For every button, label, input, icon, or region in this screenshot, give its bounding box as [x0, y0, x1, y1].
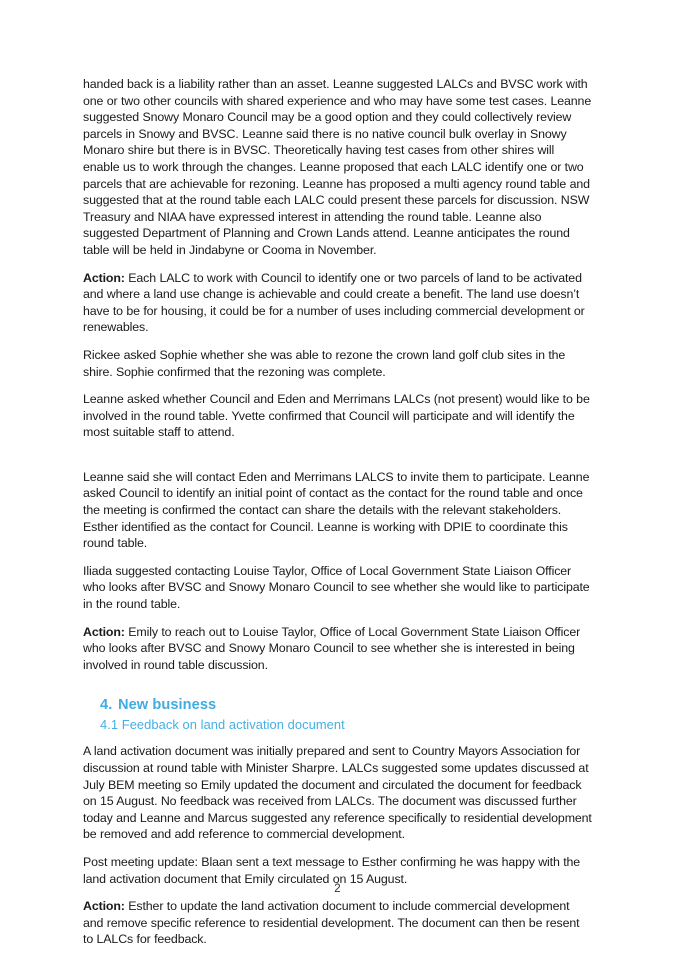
paragraph-action-esther-update: [83, 898, 592, 948]
paragraph-text: Iliada suggested contacting Louise Taylor, Office of Local Government State Liaison Officer who looks after BVSC and Snowy Monaro Council to see whether she would like to participate in the round table.: [83, 563, 590, 612]
section-heading-new-business: [83, 695, 592, 715]
action-label: Action:: [83, 624, 125, 639]
paragraph-rickee-sophie: [83, 347, 592, 380]
paragraph-land-activation-doc: [83, 743, 592, 843]
paragraph-continued-discussion: [83, 76, 592, 259]
paragraph-text: Each LALC to work with Council to identify one or two parcels of land to be activated and where a land use change is achievable and could create a benefit. The land use doesn’t have to be for housing, it could be for a number of uses including commercial development or renewables.: [83, 270, 585, 335]
paragraph-text: Leanne said she will contact Eden and Merrimans LALCS to invite them to participate. Leanne asked Council to identify an initial point of contact as the contact for the round table and once the meeting is confirmed the contact can share the details with the relevant stakeholders. Esther identified as the contact for Council. Leanne is working with DPIE to coordinate this round table.: [83, 469, 590, 551]
paragraph-text: Rickee asked Sophie whether she was able to rezone the crown land golf club sites in the shire. Sophie confirmed that the rezoning was complete.: [83, 347, 566, 379]
paragraph-leanne-eden-merrimans: [83, 391, 592, 441]
section-subheading-feedback: 4.1 Feedback on land activation document: [100, 717, 345, 733]
paragraph-text: Post meeting update: Blaan sent a text message to Esther confirming he was happy with the land activation document that Emily circulated on 15 August.: [83, 854, 581, 886]
paragraph-text: handed back is a liability rather than an asset. Leanne suggested LALCs and BVSC work with one or two other councils with shared experience and who may have some test cases. Leanne suggested Snowy Monaro Council may be a good option and they could collectively review parcels in Snowy and BVSC. Leanne said there is no native council bulk overlay in Snowy Monaro shire but there is in BVSC. Theoretically having test cases from other shires will enable us to work through the changes. Leanne proposed that each LALC identify one or two parcels that are achievable for rezoning. Leanne has proposed a multi agency round table and suggested that at the round table each LALC could present these parcels for discussion. NSW Treasury and NIAA have expressed interest in attending the round table. Leanne also suggested Department of Planning and Crown Lands attend. Leanne anticipates the round table will be held in Jindabyne or Cooma in November.: [83, 77, 592, 257]
page-number-footer: 2: [334, 883, 341, 895]
paragraph-action-each-lalc: [83, 270, 592, 336]
paragraph-text: Leanne asked whether Council and Eden and Merrimans LALCs (not present) would like to be involved in the round table. Yvette confirmed that Council will participate and will identify the most suitable staff to attend.: [83, 392, 590, 440]
section-heading-title: New business: [118, 697, 217, 714]
paragraph-text: A land activation document was initially prepared and sent to Country Mayors Association for discussion at round table with Minister Sharpre. LALCs suggested some updates discussed at July BEM meeting so Emily updated the document and circulated the document for feedback on 15 August. No feedback was received from LALCs. The document was discussed further today and Leanne and Marcus suggested any reference specifically to residential development be removed and add reference to commercial development.: [83, 744, 592, 842]
paragraph-leanne-contact-lalcs: [83, 469, 592, 552]
paragraph-text: Esther to update the land activation document to include commercial development and remove specific reference to residential development. The document can then be resent to LALCs for feedback.: [83, 899, 580, 947]
paragraph-iliada-louise-taylor: [83, 563, 592, 613]
action-label: Action:: [83, 270, 125, 285]
paragraph-action-emily-louise: [83, 624, 592, 674]
paragraph-text: Emily to reach out to Louise Taylor, Office of Local Government State Liaison Officer who looks after BVSC and Snowy Monaro Council to see whether she is interested in being involved in round table discussion.: [83, 624, 581, 672]
page-content: [83, 76, 592, 959]
action-label: Action:: [83, 899, 125, 914]
section-heading-number: 4.: [100, 697, 113, 714]
